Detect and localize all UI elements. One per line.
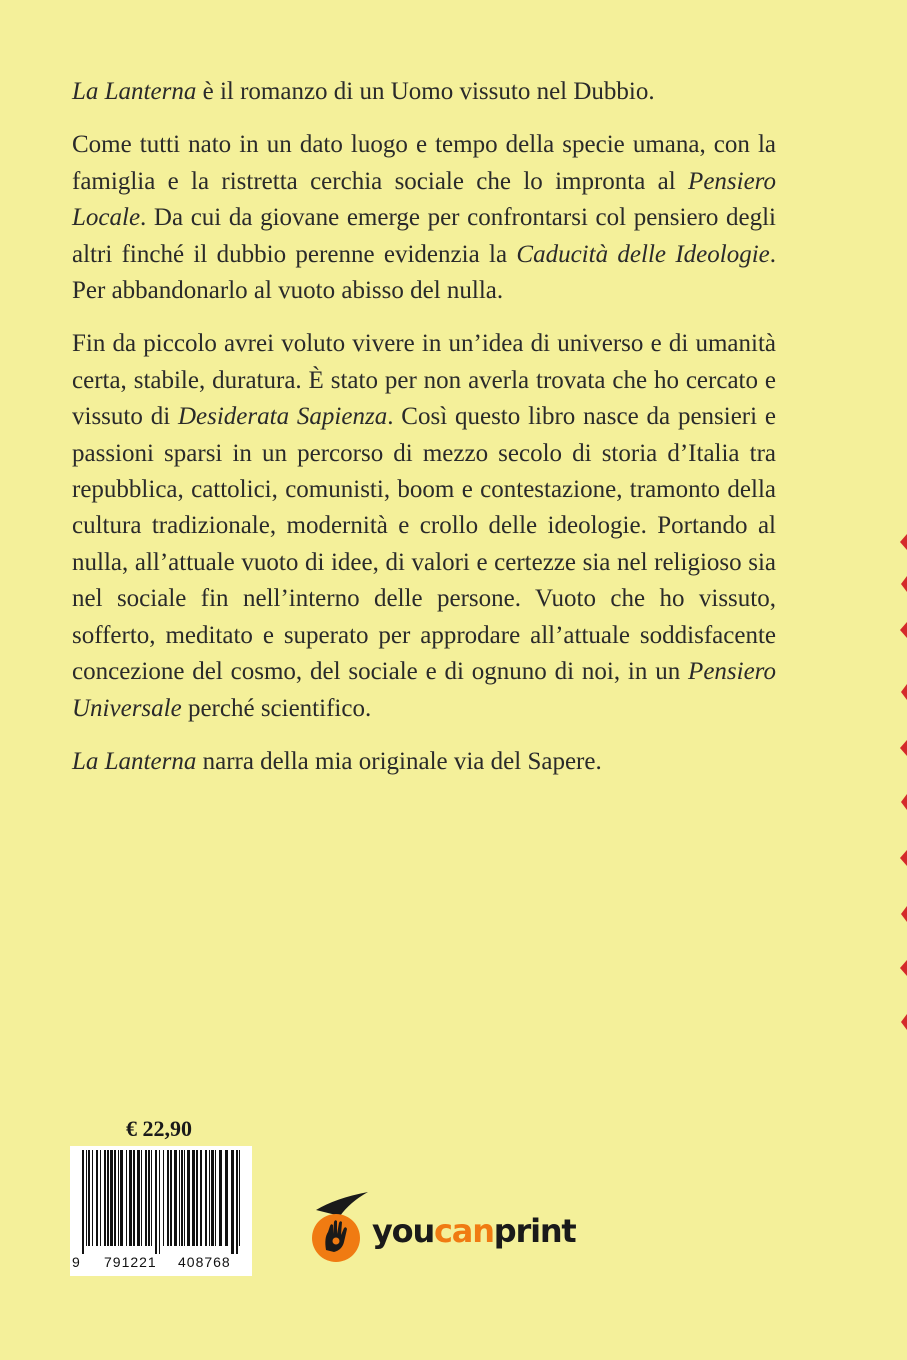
barcode-bar [96,1150,98,1246]
barcode-bar [100,1150,101,1246]
intro-text: è il romanzo di un Uomo vissuto nel Dubbio. [196,78,655,105]
barcode-bar [114,1150,116,1246]
barcode-bar [174,1150,177,1246]
barcode-bar [148,1150,150,1246]
barcode-digit-first: 9 [72,1254,80,1270]
origin-em-2: Caducità delle Ideologie [516,240,770,268]
barcode-bar [86,1150,87,1246]
barcode-bar [231,1150,234,1254]
barcode-bar [179,1150,180,1246]
barcode-bar [145,1150,147,1246]
origin-em-1: Pensiero Locale [72,167,776,232]
barcode-bar [205,1150,207,1246]
barcode-bar [209,1150,210,1246]
publisher-name-you: you [372,1212,435,1250]
barcode-bar [118,1150,119,1246]
barcode-bar [236,1150,238,1254]
barcode-bar [219,1150,222,1246]
story-em-1: Desiderata Sapienza [177,403,388,431]
barcode-digits [70,1252,252,1274]
story-text-1: Fin da piccolo avrei voluto vivere in un’idea di universo e di umanità certa, stabile, duratura. È stato per non averla trovata che ho cercato e vissuto di [72,330,776,431]
barcode-bar [184,1150,185,1246]
barcode-bar [225,1150,228,1246]
barcode-bar [215,1150,216,1246]
barcode-bar [192,1150,195,1246]
origin-text-1: Come tutti nato in un dato luogo e tempo della specie umana, con la famiglia e la ristretta cerchia sociale che lo impronta al [72,131,776,195]
barcode-bar [133,1150,135,1246]
paragraph-closing [72,744,776,780]
barcode-bar [200,1150,202,1246]
barcode-bar [92,1150,93,1246]
paragraph-story [72,326,776,726]
barcode-bar [151,1150,152,1246]
barcode-bar [187,1150,190,1246]
barcode-digits-right: 408768 [178,1254,231,1270]
barcode-bar [126,1150,127,1246]
barcode-bar [170,1150,172,1246]
story-em-2: Pensiero Universale [72,658,776,722]
publisher-name [372,1212,576,1250]
barcode-bar [104,1150,106,1246]
barcode-bar [163,1150,164,1246]
barcode-bar [110,1150,113,1246]
barcode-bar [88,1150,90,1246]
closing-text: narra della mia originale via del Sapere. [196,747,602,775]
barcode-bar [107,1150,109,1246]
barcode-bars [70,1146,252,1256]
book-title-italic: La Lanterna [72,78,197,105]
barcode-bar [211,1150,214,1246]
barcode-bar [196,1150,198,1246]
barcode-digits-left: 791221 [104,1254,157,1270]
paragraph-intro [72,74,776,110]
origin-text-3: . Per abbandonarlo al vuoto abisso del nulla. [72,240,776,305]
barcode-bar [159,1150,160,1254]
barcode-bar [239,1150,240,1246]
barcode-bar [137,1150,140,1246]
price-label: € 22,90 [126,1116,192,1141]
paragraph-origin [72,127,776,309]
barcode-bar [120,1150,123,1246]
story-text-2: . Così questo libro nasce da pensieri e passioni sparsi in un percorso di mezzo secolo di storia d’Italia tra repubblica, cattolici, comunisti, boom e contestazione, tramonto della cultura tradizionale, modernità e crollo delle ideologie. Portando al nulla, all’attuale vuoto di idee, di valori e certezze sia nel religioso sia nel sociale fin nell’interno delle persone. Vuoto che ho vissuto, sofferto, meditato e superato per approdare all’attuale soddisfacente concezione del cosmo, del sociale e di ognuno di noi, in un [72,403,777,686]
barcode-bar [82,1150,84,1254]
barcode-bar [181,1150,183,1246]
story-text-3: perché scientifico. [181,694,372,722]
barcode-bar [167,1150,169,1246]
isbn-barcode [70,1146,252,1276]
barcode-bar [129,1150,132,1246]
back-cover-description [72,74,776,797]
publisher-name-print: print [493,1212,576,1250]
barcode-bar [141,1150,142,1246]
hand-check-logo-icon [306,1188,370,1272]
publisher-name-can: can [434,1212,494,1250]
book-title-italic: La Lanterna [72,747,197,775]
publisher-logo [306,1188,576,1278]
origin-text-2: . Da cui da giovane emerge per confrontarsi col pensiero degli altri finché il dubbio perenne evidenzia la [72,204,776,268]
barcode-bar [155,1150,157,1254]
edge-decoration [897,520,907,1060]
